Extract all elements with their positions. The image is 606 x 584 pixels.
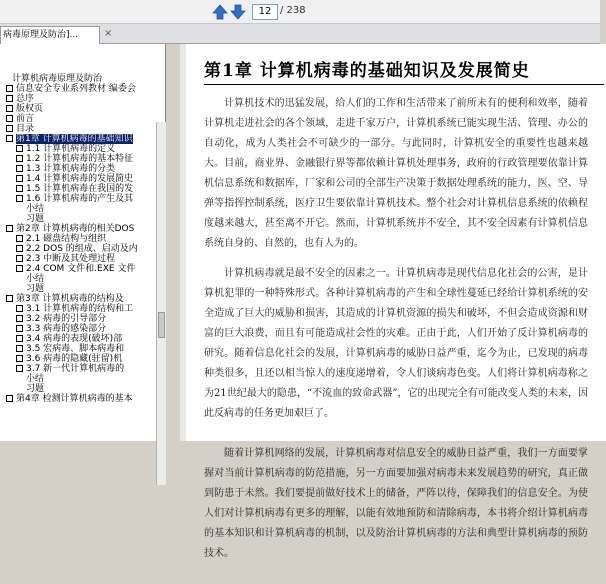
outline-item[interactable] <box>0 264 156 274</box>
outline-item[interactable] <box>0 194 156 204</box>
outline-item-label: 习题 <box>26 384 45 394</box>
outline-item[interactable] <box>0 144 156 154</box>
title-rule <box>204 84 604 85</box>
document-tabbar <box>0 24 600 44</box>
outline-item-label: 第3章 计算机病毒的结构及 <box>16 294 124 304</box>
bookmark-checkbox-icon[interactable] <box>16 245 23 252</box>
outline-item[interactable] <box>0 104 156 114</box>
outline-item[interactable] <box>0 204 156 214</box>
arrow-down-icon[interactable] <box>230 4 246 20</box>
bookmark-checkbox-icon[interactable] <box>16 145 23 152</box>
arrow-up-icon[interactable] <box>212 4 228 20</box>
outline-item-label: 2.1 磁盘结构与组织 <box>26 234 107 244</box>
bookmark-checkbox-icon[interactable] <box>16 305 23 312</box>
bookmark-checkbox-icon[interactable] <box>6 225 13 232</box>
bookmark-checkbox-icon[interactable] <box>16 315 23 322</box>
bookmark-checkbox-icon[interactable] <box>6 135 13 142</box>
outline-item-label: 第4章 检测计算机病毒的基本 <box>16 394 133 404</box>
bookmark-checkbox-icon[interactable] <box>16 195 23 202</box>
outline-item-label: 2.3 中断及其处理过程 <box>26 254 116 264</box>
outline-item-label: 2.2 DOS 的组成、启动及内 <box>26 244 138 254</box>
outline-item-label: 版权页 <box>16 104 44 114</box>
outline-item[interactable] <box>0 294 156 304</box>
outline-item[interactable] <box>0 254 156 264</box>
bookmark-checkbox-icon[interactable] <box>16 175 23 182</box>
bookmark-checkbox-icon[interactable] <box>16 165 23 172</box>
outline-item[interactable] <box>0 234 156 244</box>
outline-item[interactable] <box>0 384 156 394</box>
outline-item[interactable] <box>0 334 156 344</box>
outline-item[interactable] <box>0 274 156 284</box>
outline-item[interactable] <box>0 304 156 314</box>
document-viewer <box>180 44 600 559</box>
outline-item-label: 3.1 计算机病毒的结构和工 <box>26 304 134 314</box>
outline-item-label: 小结 <box>26 274 45 284</box>
bookmark-checkbox-icon[interactable] <box>6 395 13 402</box>
outline-item[interactable] <box>0 344 156 354</box>
bookmark-checkbox-icon[interactable] <box>6 105 13 112</box>
outline-item-label: 习题 <box>26 284 45 294</box>
outline-item[interactable] <box>0 154 156 164</box>
outline-item-label: 2.4 COM 文件和.EXE 文件 <box>26 264 136 274</box>
bookmark-checkbox-icon[interactable] <box>16 265 23 272</box>
outline-item-label: 习题 <box>26 214 45 224</box>
bookmark-checkbox-icon[interactable] <box>16 185 23 192</box>
outline-item-label: 小结 <box>26 204 45 214</box>
outline-panel <box>0 44 166 441</box>
outline-item[interactable] <box>0 314 156 324</box>
bookmark-checkbox-icon[interactable] <box>16 235 23 242</box>
paragraph-3: 随着计算机网络的发展，计算机病毒对信息安全的威胁日益严重，我们一方面要掌握对当前计算机病毒的防范措施，另一方面要加强对病毒未来发展趋势的研究，真正做到防患于未然。我们要提前做好技术上的储备，严阵以待，保障我们的信息安全。为使人们对计算机病毒有更多的理解，以能有效地预防和清除病毒，本书将介绍计算机病毒的基本知识和计算机病毒的机制，以及防治计算机病毒的方法和典型计算机病毒的预防技术。 <box>204 448 588 559</box>
page-total-label: / 238 <box>280 5 306 16</box>
outline-item-label: 总序 <box>16 94 35 104</box>
outline-item[interactable] <box>0 184 156 194</box>
bookmark-checkbox-icon[interactable] <box>6 295 13 302</box>
outline-item[interactable] <box>0 224 156 234</box>
bookmark-checkbox-icon[interactable] <box>16 325 23 332</box>
outline-item[interactable] <box>0 124 156 134</box>
outline-item-label: 3.6 病毒的隐藏(驻留)机 <box>26 354 123 364</box>
outline-item[interactable] <box>0 354 156 364</box>
page-number-input[interactable]: 12 <box>252 4 278 20</box>
outline-item-label: 计算机病毒原理及防治 <box>12 74 103 84</box>
outline-item-label: 3.2 病毒的引导部分 <box>26 314 107 324</box>
bookmark-checkbox-icon[interactable] <box>16 335 23 342</box>
outline-item-label: 1.1 计算机病毒的定义 <box>26 144 116 154</box>
outline-item-label: 3.5 宏病毒、脚本病毒和 <box>26 344 125 354</box>
outline-item[interactable] <box>0 74 156 84</box>
page-toolbar <box>0 0 600 24</box>
outline-item-label: 1.5 计算机病毒在我国的发 <box>26 184 134 194</box>
bookmark-checkbox-icon[interactable] <box>6 125 13 132</box>
document-tab[interactable]: 病毒原理及防治]... <box>0 26 100 44</box>
outline-item-label: 3.3 病毒的感染部分 <box>26 324 107 334</box>
bookmark-checkbox-icon[interactable] <box>6 85 13 92</box>
outline-item[interactable] <box>0 174 156 184</box>
outline-item-label: 小结 <box>26 374 45 384</box>
bookmark-checkbox-icon[interactable] <box>6 115 13 122</box>
outline-item[interactable] <box>0 394 156 404</box>
outline-item[interactable] <box>0 214 156 224</box>
paragraph-2: 计算机病毒就是最不安全的因素之一。计算机病毒是现代信息化社会的公害，是计算机犯罪的一种特殊形式。各种计算机病毒的产生和全球性蔓延已经给计算机系统的安全造成了巨大的威胁和损害，其造成的计算机资源的损失和破坏，不但会造成资源和财富的巨大浪费，而且有可能造成社会性的灾难。正由于此，人们开始了反计算机病毒的研究。随着信息化社会的发展，计算机病毒的威胁日益严重，迄今为止，已发现的病毒种类很多，且还以相当惊人的速度递增着，令人们谈病毒色变。人们将计算机病毒称之为21世纪最大的隐患，“不流血的致命武器”，它的出现完全有可能改变人类的未来，因此反病毒的任务更加艰巨了。 <box>204 268 588 419</box>
outline-item-label: 3.7 新一代计算机病毒的 <box>26 364 125 374</box>
bookmark-checkbox-icon[interactable] <box>16 355 23 362</box>
paragraph-1: 计算机技术的迅猛发展，给人们的工作和生活带来了前所未有的便利和效率，随着计算机走进社会的各个领域，走进千家万户，计算机系统已能实现生活、管理、办公的自动化，成为人类社会不可缺少的一部分。与此同时，计算机安全的重要性也越来越大。目前，商业界、金融银行界等都依赖计算机处理事务，政府的行政管理要依靠计算机信息系统和数据库，厂家和公司的全部生产决策于数据处理系统的能力，医、空、导弹等指挥控制系统，医疗卫生要依靠计算机技术。整个社会对计算机信息系统的依赖程度越来越大，甚至离不开它。然而，计算机系统并不安全，其不安全因素有计算机信息系统自身的、自然的，也有人为的。 <box>204 98 588 249</box>
bookmark-checkbox-icon[interactable] <box>6 95 13 102</box>
outline-item-label: 信息安全专业系列教材 编委会 <box>16 84 136 94</box>
outline-item-label: 1.4 计算机病毒的发展简史 <box>26 174 134 184</box>
close-tab-icon[interactable]: × <box>104 28 113 39</box>
outline-tree <box>0 74 156 404</box>
outline-item[interactable] <box>0 134 156 144</box>
chapter-title: 第1章 计算机病毒的基础知识及发展简史 <box>204 61 530 81</box>
outline-item-label: 第2章 计算机病毒的相关DOS <box>16 224 135 234</box>
bookmark-checkbox-icon[interactable] <box>16 255 23 262</box>
bookmark-checkbox-icon[interactable] <box>16 365 23 372</box>
scrollbar-thumb[interactable] <box>158 312 165 338</box>
outline-item[interactable] <box>0 284 156 294</box>
outline-item-label: 前言 <box>16 114 35 124</box>
outline-scrollbar[interactable] <box>156 122 166 485</box>
bookmark-checkbox-icon[interactable] <box>16 345 23 352</box>
outline-item[interactable] <box>0 374 156 384</box>
outline-item-label: 1.6 计算机病毒的产生及其 <box>26 194 134 204</box>
outline-item[interactable] <box>0 244 156 254</box>
outline-item[interactable] <box>0 84 156 94</box>
document-page <box>186 44 606 559</box>
bookmark-checkbox-icon[interactable] <box>16 155 23 162</box>
outline-item-label: 1.3 计算机病毒的分类 <box>26 164 116 174</box>
outline-item-label: 第1章 计算机病毒的基础知识 <box>16 134 133 144</box>
outline-item-label: 1.2 计算机病毒的基本特征 <box>26 154 134 164</box>
outline-item-label: 3.4 病毒的表现(破坏)部 <box>26 334 123 344</box>
outline-item[interactable] <box>0 324 156 334</box>
outline-item[interactable] <box>0 114 156 124</box>
outline-item[interactable] <box>0 94 156 104</box>
outline-item[interactable] <box>0 364 156 374</box>
outline-item[interactable] <box>0 164 156 174</box>
outline-item-label: 目录 <box>16 124 35 134</box>
panel-splitter[interactable] <box>166 44 180 441</box>
